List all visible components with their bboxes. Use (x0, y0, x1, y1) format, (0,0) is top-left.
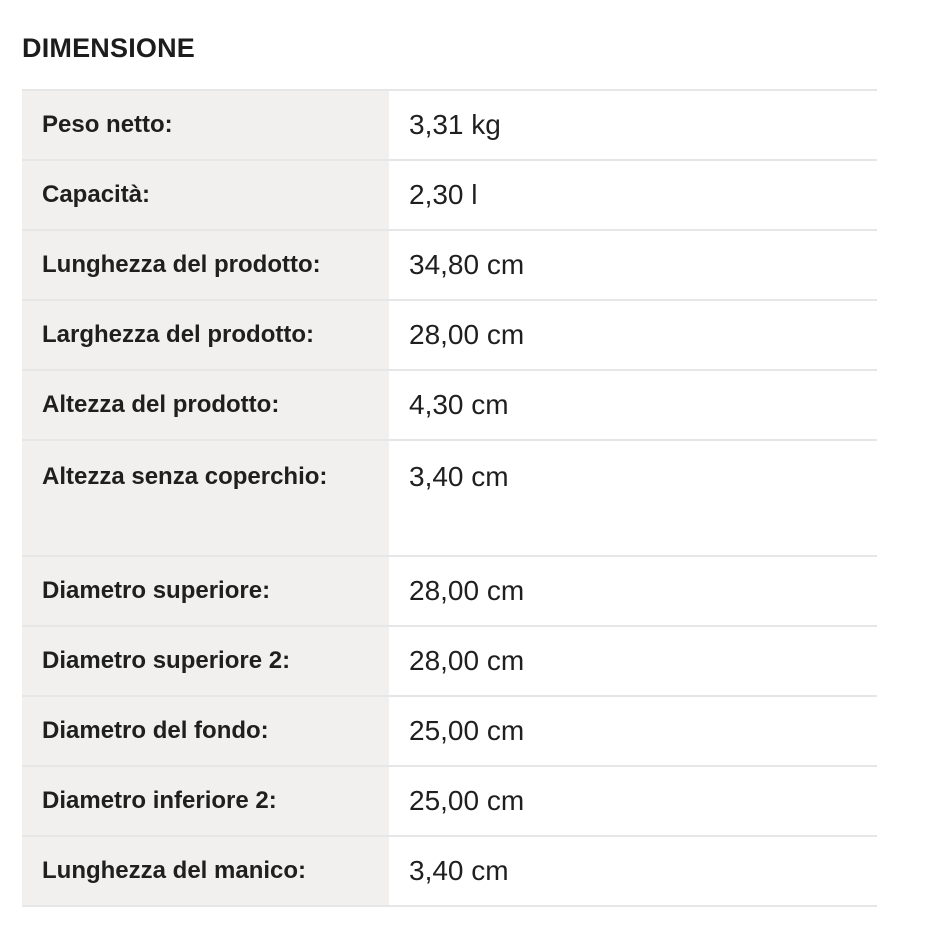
spec-row-product-length (22, 230, 877, 300)
spec-value: 2,30 l (409, 179, 478, 210)
spec-value: 28,00 cm (409, 575, 525, 606)
spec-value: 25,00 cm (409, 785, 525, 816)
spec-row-height-without-lid (22, 440, 877, 556)
spec-label: Diametro superiore: (22, 556, 389, 626)
spec-value: 3,40 cm (409, 461, 509, 492)
spec-row-product-width (22, 300, 877, 370)
spec-label: Altezza senza coperchio: (22, 440, 389, 556)
spec-row-lower-diameter-2 (22, 766, 877, 836)
spec-row-bottom-diameter (22, 696, 877, 766)
spec-value: 25,00 cm (409, 715, 525, 746)
spec-value: 34,80 cm (409, 249, 525, 280)
spec-label: Lunghezza del prodotto: (22, 230, 389, 300)
spec-label: Capacità: (22, 160, 389, 230)
spec-label: Lunghezza del manico: (22, 836, 389, 906)
spec-value: 28,00 cm (409, 319, 525, 350)
section-title: DIMENSIONE (22, 33, 196, 63)
spec-label: Peso netto: (22, 90, 389, 160)
spec-row-product-height (22, 370, 877, 440)
dimension-section (22, 28, 877, 907)
spec-value: 3,40 cm (409, 855, 509, 886)
spec-row-capacity (22, 160, 877, 230)
spec-value: 28,00 cm (409, 645, 525, 676)
spec-table (22, 89, 877, 907)
spec-value: 4,30 cm (409, 389, 509, 420)
spec-row-top-diameter (22, 556, 877, 626)
spec-row-handle-length (22, 836, 877, 906)
spec-value: 3,31 kg (409, 109, 501, 140)
spec-row-top-diameter-2 (22, 626, 877, 696)
spec-label: Diametro inferiore 2: (22, 766, 389, 836)
spec-label: Diametro superiore 2: (22, 626, 389, 696)
spec-label: Altezza del prodotto: (22, 370, 389, 440)
spec-row-net-weight (22, 90, 877, 160)
spec-label: Diametro del fondo: (22, 696, 389, 766)
spec-label: Larghezza del prodotto: (22, 300, 389, 370)
